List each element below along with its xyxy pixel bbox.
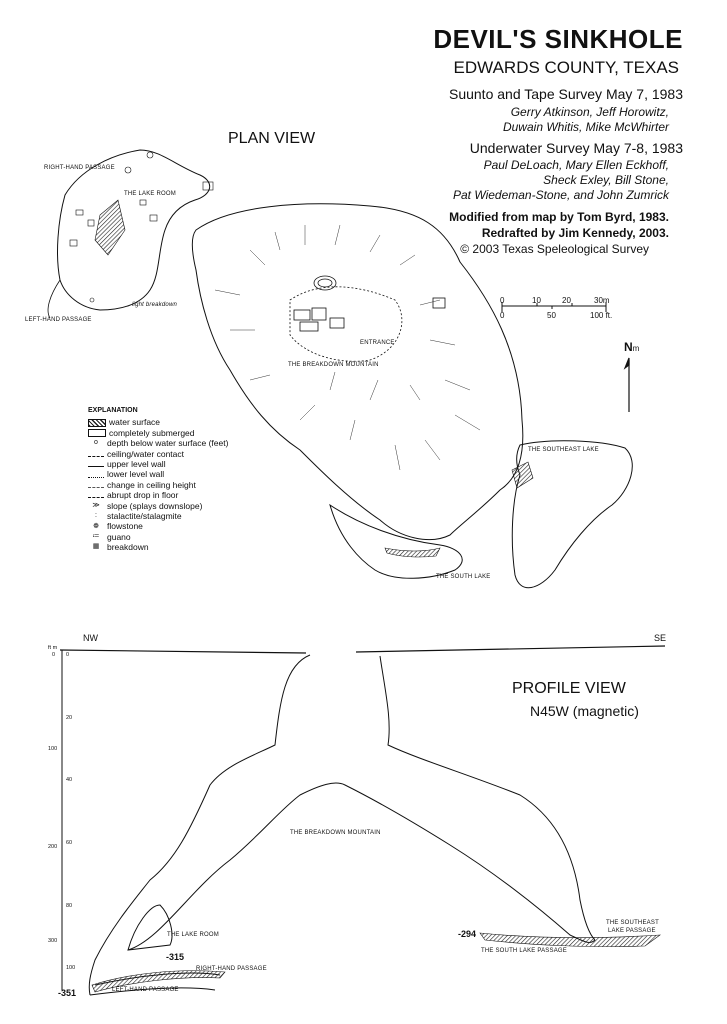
profile-m-20: 20 — [66, 715, 73, 721]
north-label: Nm — [624, 340, 640, 354]
legend-item-10: flowstone — [107, 521, 143, 532]
scale-m-0: 0 — [500, 296, 505, 305]
profile-breakdown-mountain: THE BREAKDOWN MOUNTAIN — [290, 830, 381, 836]
legend-symbol-0 — [88, 419, 106, 427]
credit-modified: Modified from map by Tom Byrd, 1983. — [449, 210, 669, 224]
survey2-title: Underwater Survey May 7-8, 1983 — [469, 140, 683, 156]
legend-symbol-12: ▦ — [92, 543, 100, 551]
profile-right-hand-passage: RIGHT-HAND PASSAGE — [196, 966, 267, 972]
legend-item-0: water surface — [109, 417, 161, 428]
legend-symbol-10: ❁ — [93, 522, 99, 530]
legend-item-5: lower level wall — [107, 469, 165, 480]
southeast-lake-area — [512, 441, 632, 588]
survey2-names-2: Sheck Exley, Bill Stone, — [543, 173, 669, 187]
slope-splays — [215, 225, 480, 470]
legend-item-12: breakdown — [107, 542, 149, 553]
breakdown-mountain-blocks — [290, 276, 445, 361]
profile-ft-300: 300 — [48, 938, 58, 944]
profile-ft-100: 100 — [48, 746, 58, 752]
scale-ft-50: 50 — [547, 311, 556, 320]
depth-south-lake: -294 — [458, 929, 477, 939]
legend-item-3: ceiling/water contact — [107, 448, 185, 459]
north-arrow — [625, 358, 629, 412]
profile-nw: NW — [83, 633, 98, 643]
profile-ft-0: 0 — [52, 652, 56, 658]
profile-left-hand-passage: LEFT-HAND PASSAGE — [112, 987, 179, 993]
legend-symbol-1 — [88, 429, 106, 437]
scale-ft-100: 100 ft. — [590, 311, 613, 320]
profile-m-80: 80 — [66, 903, 73, 909]
south-lake-lobe — [330, 505, 462, 578]
survey2-names-3: Pat Wiedeman-Stone, and John Zumrick — [453, 188, 669, 202]
survey1-title: Suunto and Tape Survey May 7, 1983 — [448, 86, 683, 102]
plan-south-lake: THE SOUTH LAKE — [436, 574, 491, 580]
plan-breakdown-mountain: THE BREAKDOWN MOUNTAIN — [288, 362, 379, 368]
legend-item-2: depth below water surface (feet) — [107, 438, 229, 449]
profile-se: SE — [654, 633, 667, 643]
map-subtitle: EDWARDS COUNTY, TEXAS — [453, 58, 679, 77]
profile-m-100: 100 — [66, 965, 76, 971]
legend-symbol-9: : — [95, 512, 97, 520]
depth-left-hand: -351 — [58, 988, 77, 998]
plan-view-label: PLAN VIEW — [228, 130, 316, 147]
legend-item-1: completely submerged — [109, 427, 195, 438]
legend-symbol-11: ≔ — [92, 532, 100, 540]
legend-symbol-2: o — [94, 439, 98, 447]
profile-m-0: 0 — [66, 652, 70, 658]
profile-south-lake-passage: THE SOUTH LAKE PASSAGE — [481, 948, 567, 954]
legend-item-7: abrupt drop in floor — [107, 490, 179, 501]
profile-axis-units: ft m — [48, 645, 58, 651]
credit-redrafted: Redrafted by Jim Kennedy, 2003. — [481, 226, 669, 240]
plan-lake-room: THE LAKE ROOM — [124, 191, 176, 197]
plan-southeast-lake: THE SOUTHEAST LAKE — [528, 447, 599, 453]
map-title: DEVIL'S SINKHOLE — [433, 24, 683, 54]
legend-symbol-4 — [88, 461, 104, 467]
plan-right-hand-passage: RIGHT-HAND PASSAGE — [44, 165, 115, 171]
profile-bearing: N45W (magnetic) — [530, 703, 639, 719]
legend-heading: EXPLANATION — [88, 407, 138, 414]
profile-m-40: 40 — [66, 777, 73, 783]
legend-symbol-6 — [88, 482, 104, 488]
legend-item-6: change in ceiling height — [107, 479, 196, 490]
credit-copyright: © 2003 Texas Speleological Survey — [460, 242, 649, 256]
legend-item-8: slope (splays downslope) — [107, 500, 203, 511]
legend-symbol-8: ≫ — [92, 501, 100, 509]
scale-m-30: 30m — [594, 296, 610, 305]
profile-view-label: PROFILE VIEW — [512, 680, 626, 697]
lake-room-area — [58, 150, 210, 310]
scale-m-20: 20 — [562, 296, 571, 305]
survey1-names-2: Duwain Whitis, Mike McWhirter — [502, 120, 669, 134]
scale-m-10: 10 — [532, 296, 541, 305]
legend-symbol-5 — [88, 472, 104, 478]
plan-left-hand-passage: LEFT-HAND PASSAGE — [25, 317, 92, 323]
profile-southeast-lake-passage-2: LAKE PASSAGE — [608, 928, 656, 934]
profile-ft-200: 200 — [48, 844, 58, 850]
scale-ft-0: 0 — [500, 311, 505, 320]
survey1-names-1: Gerry Atkinson, Jeff Horowitz, — [510, 105, 669, 119]
legend-symbol-3 — [88, 451, 104, 457]
legend-item-11: guano — [107, 531, 131, 542]
profile-lake-room: THE LAKE ROOM — [167, 932, 219, 938]
legend-item-4: upper level wall — [107, 458, 166, 469]
legend-item-9: stalactite/stalagmite — [107, 510, 182, 521]
legend-symbol-7 — [88, 492, 104, 498]
survey2-names-1: Paul DeLoach, Mary Ellen Eckhoff, — [483, 158, 669, 172]
plan-entrance: ENTRANCE — [360, 340, 395, 346]
depth-right-hand: -315 — [166, 952, 185, 962]
legend — [88, 406, 228, 552]
plan-light-breakdown: light breakdown — [132, 302, 178, 308]
profile-southeast-lake-passage-1: THE SOUTHEAST — [606, 920, 659, 926]
profile-m-60: 60 — [66, 840, 73, 846]
